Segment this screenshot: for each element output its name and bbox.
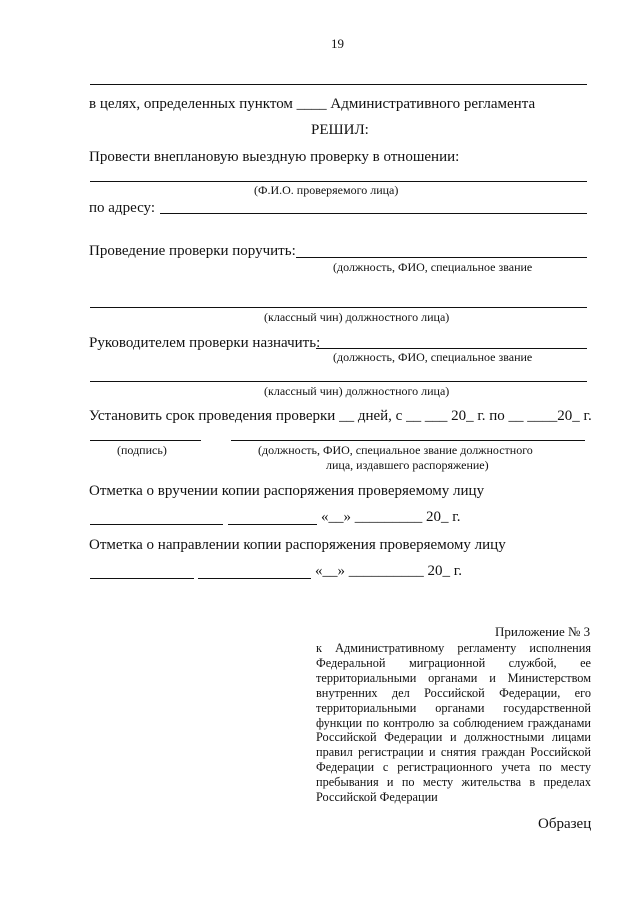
assign-field-line [296, 257, 587, 258]
sending-sign-line [90, 578, 194, 579]
address-field-line [160, 213, 587, 214]
term-line: Установить срок проведения проверки __ дней, с __ ___ 20_ г. по __ ____20_ г. [89, 408, 592, 424]
head-label: Руководителем проверки назначить: [89, 335, 321, 351]
issuer-caption-2: лица, издавшего распоряжение) [326, 458, 489, 472]
appendix-text: к Административному регламенту исполнения Федеральной миграционной службой, ее территориальными органами и Министерством внутренних дел Российской Федерации, его территориальными органами государственной функции по контролю за соблюдением гражданами Российской Федерации и должностными лицами правил регистрации и снятия граждан Российской Федерации с регистрационного учета по месту пребывания и по месту жительства в пределах Российской Федерации [316, 641, 591, 805]
rank-caption-1: (классный чин) должностного лица) [264, 310, 450, 324]
person-caption: (Ф.И.О. проверяемого лица) [254, 183, 399, 197]
position-caption-2: (должность, ФИО, специальное звание [333, 350, 533, 364]
head-field-line-2 [90, 381, 587, 382]
page-number: 19 [331, 36, 344, 51]
appendix-title: Приложение № 3 [495, 624, 591, 639]
issuer-line [231, 440, 585, 441]
assign-label: Проведение проверки поручить: [89, 243, 296, 259]
address-label: по адресу: [89, 200, 156, 216]
issuer-caption-1: (должность, ФИО, специальное звание должностного [258, 443, 533, 457]
delivery-name-line [228, 524, 317, 525]
decision-heading: РЕШИЛ: [311, 122, 369, 138]
sending-label: Отметка о направлении копии распоряжения проверяемому лицу [89, 537, 506, 553]
sending-name-line [198, 578, 311, 579]
signature-caption: (подпись) [117, 443, 167, 457]
position-caption-1: (должность, ФИО, специальное звание [333, 260, 533, 274]
sending-date: «__» __________ 20_ г. [315, 563, 462, 579]
inspection-line: Провести внеплановую выездную проверку в отношении: [89, 149, 460, 165]
signature-line [90, 440, 201, 441]
delivery-date: «__» _________ 20_ г. [321, 509, 461, 525]
person-field-line [90, 181, 587, 182]
assign-field-line-2 [90, 307, 587, 308]
head-field-line [316, 348, 587, 349]
delivery-label: Отметка о вручении копии распоряжения проверяемому лицу [89, 483, 485, 499]
top-rule [90, 84, 587, 85]
delivery-sign-line [90, 524, 223, 525]
purpose-line: в целях, определенных пунктом ____ Административного регламента [89, 96, 536, 112]
sample-label: Образец [538, 816, 592, 832]
rank-caption-2: (классный чин) должностного лица) [264, 384, 450, 398]
